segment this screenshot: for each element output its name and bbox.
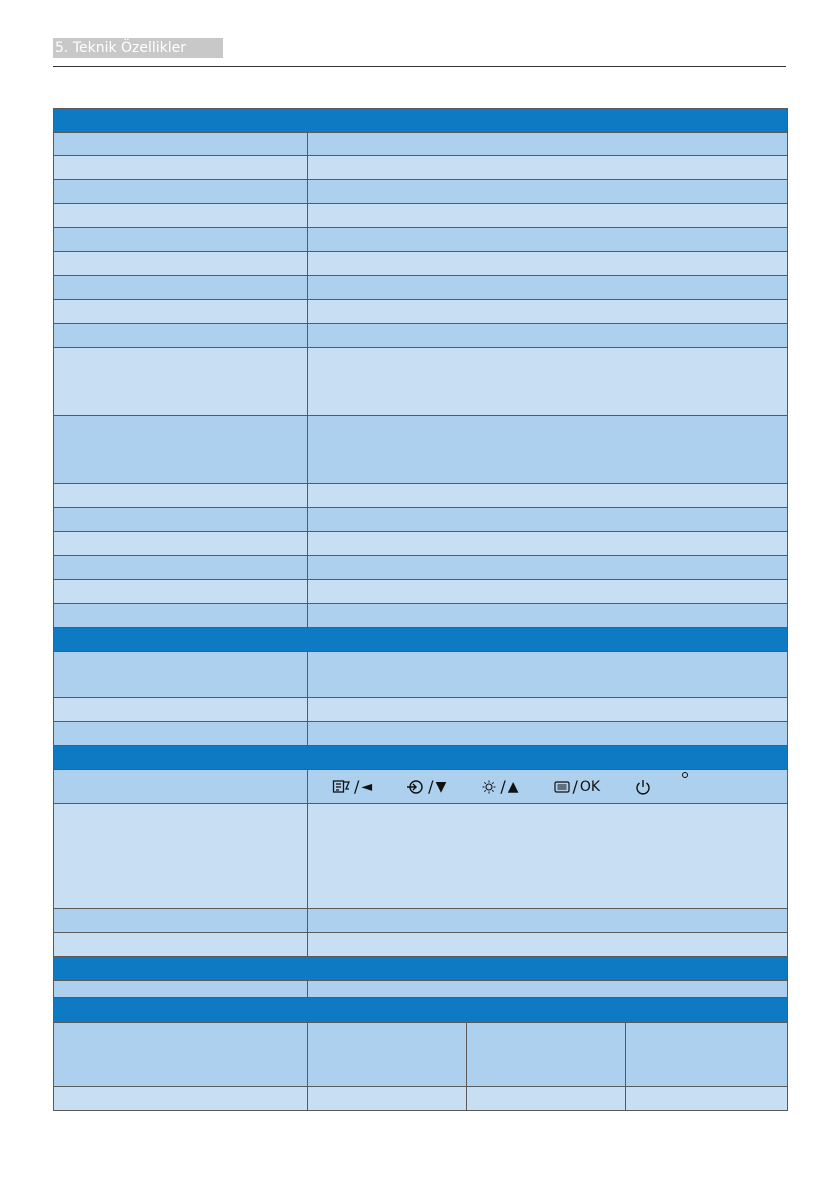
table-row	[54, 180, 787, 204]
section-header	[54, 109, 787, 133]
control-input: / ▼	[406, 777, 446, 796]
section-header	[54, 957, 787, 981]
table-row	[54, 133, 787, 156]
header-divider	[53, 66, 786, 67]
table-row	[54, 604, 787, 628]
power-led-icon	[682, 772, 688, 778]
up-arrow-icon: ▲	[507, 778, 519, 795]
table-row	[54, 484, 787, 508]
table-row	[54, 804, 787, 909]
table-row	[54, 909, 787, 933]
table-row	[54, 698, 787, 722]
front-controls	[308, 770, 787, 803]
table-row	[54, 416, 787, 484]
table-row	[54, 300, 787, 324]
table-row	[54, 252, 787, 276]
table-row	[54, 722, 787, 746]
table-row	[54, 1087, 787, 1111]
table-row	[54, 1023, 787, 1087]
table-row	[54, 508, 787, 532]
controls-row	[54, 770, 787, 804]
section-header	[54, 746, 787, 770]
table-row	[54, 532, 787, 556]
table-row	[54, 324, 787, 348]
menu-icon	[553, 779, 571, 795]
table-row	[54, 580, 787, 604]
section-header	[54, 628, 787, 652]
down-arrow-icon: ▼	[435, 778, 447, 795]
smartimage-icon	[332, 779, 352, 795]
control-smartimage: / ◄	[332, 777, 372, 796]
table-row	[54, 348, 787, 416]
table-row	[54, 933, 787, 957]
table-row	[54, 556, 787, 580]
brightness-icon	[480, 779, 498, 795]
spec-table	[53, 108, 788, 1005]
power-icon	[634, 778, 652, 796]
table-row	[54, 156, 787, 180]
ok-label: OK	[579, 778, 601, 795]
control-brightness: / ▲	[480, 777, 518, 796]
table-row	[54, 204, 787, 228]
control-power	[634, 778, 652, 796]
page-header: 5. Teknik Özellikler	[53, 38, 223, 58]
section-header	[54, 998, 787, 1023]
control-menu: / OK	[553, 777, 601, 796]
table-row	[54, 652, 787, 698]
table-row	[54, 228, 787, 252]
table-row	[54, 276, 787, 300]
input-icon	[406, 779, 426, 795]
left-arrow-icon: ◄	[361, 778, 373, 795]
power-table	[53, 997, 788, 1111]
